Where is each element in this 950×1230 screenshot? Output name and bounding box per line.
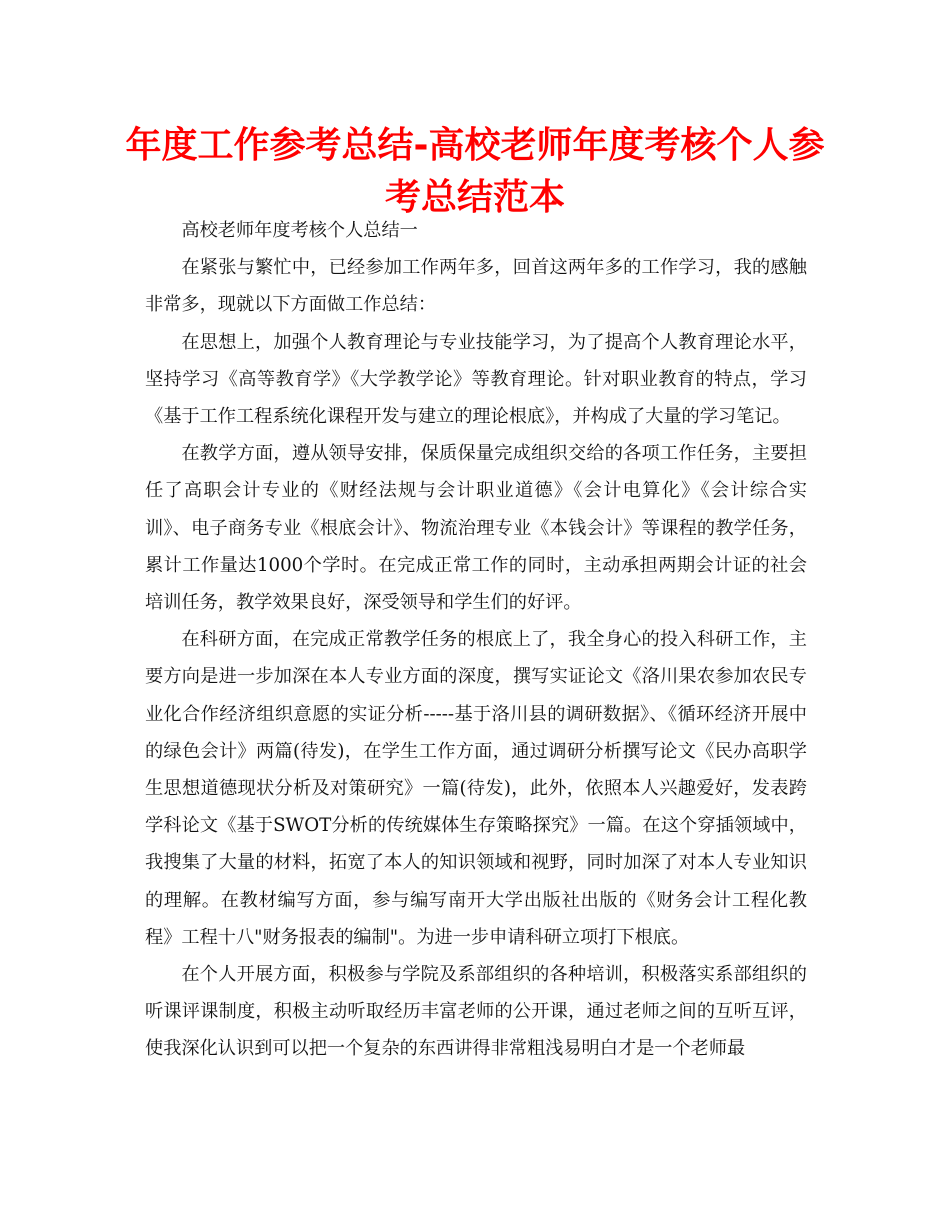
paragraph: 在教学方面，遵从领导安排，保质保量完成组织交给的各项工作任务，主要担任了高职会计专业的《财经法规与会计职业道德》《会计电算化》《会计综合实训》、电子商务专业《根底会计》、物流治理专业《本钱会计》等课程的教学任务，累计工作量达1000个学时。在完成正常工作的同时，主动承担两期会计证的社会培训任务，教学效果良好，深受领导和学生们的好评。 [145, 443, 807, 614]
document-title: 年度工作参考总结-高校老师年度考核个人参考总结范本 [125, 125, 825, 218]
document-body [145, 212, 807, 1068]
paragraph-heading: 高校老师年度考核个人总结一 [181, 220, 418, 241]
paragraph: 在科研方面，在完成正常教学任务的根底上了，我全身心的投入科研工作，主要方向是进一步加深在本人专业方面的深度，撰写实证论文《洛川果农参加农民专业化合作经济组织意愿的实证分析-----基于洛川县的调研数据》、《循环经济开展中的绿色会计》两篇(待发)，在学生工作方面，通过调研分析撰写论文《民办高职学生思想道德现状分析及对策研究》一篇(待发)，此外，依照本人兴趣爱好，发表跨学科论文《基于SWOT分析的传统媒体生存策略探究》一篇。在这个穿插领域中，我搜集了大量的材料，拓宽了本人的知识领域和视野，同时加深了对本人专业知识的理解。在教材编写方面，参与编写南开大学出版社出版的《财务会计工程化教程》工程十八"财务报表的编制"。为进一步申请科研立项打下根底。 [145, 629, 807, 948]
paragraph: 在紧张与繁忙中，已经参加工作两年多，回首这两年多的工作学习，我的感触非常多，现就以下方面做工作总结： [145, 257, 807, 316]
paragraph: 在思想上，加强个人教育理论与专业技能学习，为了提高个人教育理论水平，坚持学习《高等教育学》《大学教学论》等教育理论。针对职业教育的特点，学习《基于工作工程系统化课程开发与建立的理论根底》，并构成了大量的学习笔记。 [145, 331, 807, 428]
paragraph: 在个人开展方面，积极参与学院及系部组织的各种培训，积极落实系部组织的听课评课制度，积极主动听取经历丰富老师的公开课，通过老师之间的互听互评，使我深化认识到可以把一个复杂的东西讲得非常粗浅易明白才是一个老师最 [145, 964, 807, 1060]
